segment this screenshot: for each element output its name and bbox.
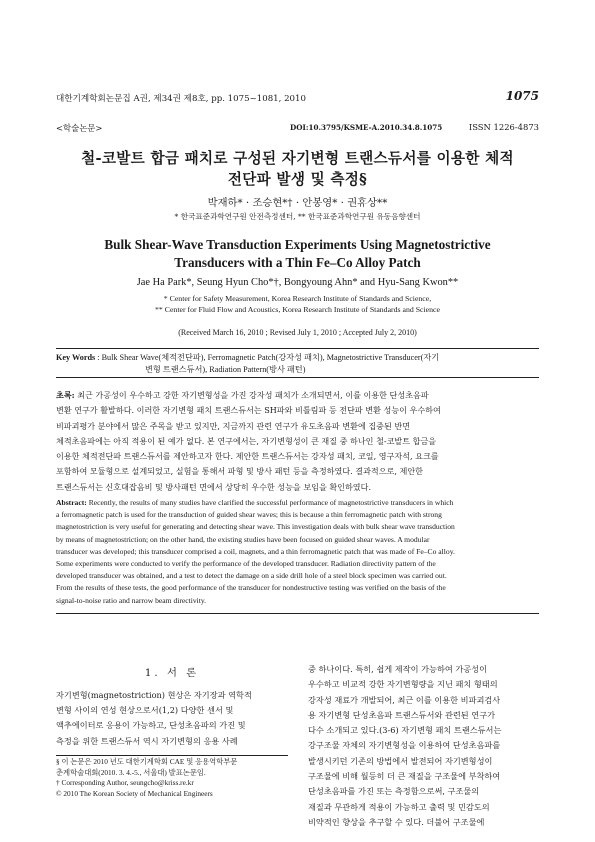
body-line: 발생시키던 기존의 방법에서 발전되어 자기변형성이 [308, 755, 493, 766]
english-affiliation-line-2: ** Center for Fluid Flow and Acoustics, Korea Research Institute of Standards and Science [155, 304, 440, 314]
journal-citation [56, 89, 539, 104]
keywords [56, 352, 539, 375]
korean-abstract-line: 비파괴평가 분야에서 많은 주목을 받고 있지만, 지금까지 관련 연구가 유도초음파 변환에 집중된 반면 [56, 420, 411, 431]
body-line: 강구조물 자체의 자기변형성을 이용하여 단성초음파를 [308, 740, 501, 751]
english-abstract-line: signal-to-noise ratio and narrow beam directivity. [56, 595, 207, 605]
english-abstract [56, 497, 539, 607]
footnotes [56, 757, 288, 799]
korean-authors: 박재하* · 조승현*† · 안봉영* · 권휴상** [207, 197, 388, 209]
korean-abstract-line: 체적초음파에는 아직 적용이 된 예가 없다. 본 연구에서는, 자기변형성이 큰 재질 중 하나인 철-코발트 합금을 [56, 435, 437, 446]
received-dates: (Received March 16, 2010 ; Revised July 1, 2010 ; Accepted July 2, 2010) [178, 328, 417, 337]
article-meta [56, 122, 539, 134]
body-line: 단성초음파를 가진 또는 측정함으로써, 구조물의 [308, 786, 480, 797]
korean-affiliation: * 한국표준과학연구원 안전측정센터, ** 한국표준과학연구원 유동음향센터 [174, 212, 421, 221]
footnote-line: § 이 논문은 2010 년도 대한기계학회 CAE 및 응용역학부문 [56, 757, 238, 766]
intro-left-column [56, 688, 288, 749]
english-abstract-line: From the results of these tests, the good performance of the transducer for nondestructive testing was verified on the basis of the [56, 583, 446, 593]
body-line: 재질과 무관하게 적용이 가능하고 출력 및 민감도의 [308, 801, 490, 812]
korean-abstract-line: 포함하여 모듈형으로 설계되었고, 실험을 통해서 파형 및 방사 패턴 등을 측정하였다. 결과적으로, 제안한 [56, 466, 423, 477]
footnote-divider [56, 755, 288, 756]
top-divider [56, 348, 539, 349]
body-line: 중 하나이다. 특히, 쉽게 제작이 가능하여 가공성이 [308, 664, 488, 674]
footnote-line: † Corresponding Author, seungcho@kriss.re.kr [56, 778, 194, 787]
issn: ISSN 1226-4873 [468, 122, 539, 132]
body-line: 측정을 위한 트랜스듀서 역시 자기변형의 응용 사례 [56, 735, 238, 746]
abstract-divider [56, 613, 539, 614]
korean-title [40, 148, 555, 190]
english-abstract-line: by means of magnetostriction; on the other hand, the existing studies have been focused on guided shear waves. A modular [56, 534, 430, 544]
korean-abstract-line: 트랜스듀서는 신호대잡음비 및 방사패턴 면에서 상당히 우수한 성능을 보임을 확인하였다. [56, 481, 372, 492]
footnote-line: © 2010 The Korean Society of Mechanical Engineers [56, 788, 213, 798]
body-line: 액추에이터로 응용이 가능하고, 단성초음파의 가진 및 [56, 720, 246, 731]
english-title-line-2: Transducers with a Thin Fe–Co Alloy Patch [174, 255, 421, 270]
page-number: 1075 [505, 89, 539, 103]
english-title-line-1: Bulk Shear-Wave Transduction Experiments Using Magnetostrictive [104, 237, 491, 252]
body-line: 비약적인 향상을 추구할 수 있다. 더불어 구조물에 [308, 816, 485, 827]
korean-abstract-line: 이용한 체적전단파 트랜스듀서를 제안하고자 한다. 제안한 트랜스듀서는 강자성 패치, 코일, 영구자석, 요크를 [56, 451, 439, 462]
english-abstract-line: Recently, the results of many studies have clarified the successful performance of magnetostrictive transducers in which [86, 498, 454, 507]
body-line: 강자성 재료가 개발되어, 최근 이를 이용한 비파괴검사 [308, 694, 501, 705]
body-line: 우수하고 비교적 강한 자기변형량을 지닌 패치 형태의 [308, 679, 498, 690]
section-heading-introduction: 1. 서 론 [144, 667, 200, 679]
journal-info: 대한기계학회논문집 A권, 제34권 제8호, pp. 1075~1081, 2010 [56, 94, 306, 104]
korean-abstract-line: 최근 가공성이 우수하고 강한 자기변형성을 가진 강자성 패치가 소개되면서, 이를 이용한 단성초음파 [74, 390, 429, 400]
body-line: 변형 사이의 연성 현상으로서(1,2) 다양한 센서 및 [56, 705, 234, 716]
keywords-line-2: 변형 트랜스듀서), Radiation Pattern(방사 패턴) [145, 364, 306, 374]
intro-right-column [308, 662, 539, 830]
keywords-divider [56, 377, 539, 378]
body-line: 자기변형(magnetostriction) 현상은 자기장과 역학적 [56, 690, 252, 700]
english-title [40, 236, 555, 272]
body-line: 다수 소개되고 있다.(3-6) 자기변형 패치 트랜스듀서는 [308, 725, 502, 736]
english-abstract-line: Some experiments were conducted to verify the performance of the developed transducer. Radiation directivity pattern of the [56, 559, 436, 569]
keywords-label: Key Words [56, 353, 96, 362]
doi: DOI:10.3795/KSME-A.2010.34.8.1075 [290, 123, 443, 132]
korean-abstract [56, 388, 539, 495]
body-line: 용 자기변형 단성초음파 트랜스듀서와 관련된 연구가 [308, 709, 496, 720]
korean-title-line-2: 전단파 발생 및 측정§ [227, 171, 368, 188]
korean-title-line-1: 철-코발트 합금 패치로 구성된 자기변형 트랜스듀서를 이용한 체적 [81, 150, 514, 167]
english-abstract-line: magnetostriction is very useful for generating and detecting shear wave. This investigation deals with bulk shear wave transduction [56, 522, 455, 532]
english-abstract-line: transducer was developed; this transducer comprised a coil, magnets, and a thin ferromagnetic patch that was made of Fe–Co alloy. [56, 546, 455, 556]
english-abstract-label: Abstract: [56, 498, 87, 507]
footnote-line: 춘계학술대회(2010. 3. 4.-5., 서울대) 발표논문임. [56, 767, 206, 777]
body-line: 구조물에 비해 월등히 더 큰 재질을 구조물에 부착하여 [308, 771, 501, 782]
english-authors: Jae Ha Park*, Seung Hyun Cho*†, Bongyoung Ahn* and Hyu-Sang Kwon** [136, 277, 459, 288]
korean-abstract-line: 변환 연구가 활발하다. 이러한 자기변형 패치 트랜스듀서는 SH파와 비틀림파 등 전단파 변환 성능이 우수하여 [56, 405, 441, 416]
english-abstract-line: a ferromagnetic patch is used for the transduction of guided shear waves; this is because a thin ferromagnetic patch with strong [56, 510, 442, 520]
korean-abstract-label: 초록: [56, 390, 75, 400]
paper-type: <학술논문> [56, 123, 103, 133]
english-affiliation [40, 294, 555, 316]
keywords-line-1: : Bulk Shear Wave(체적전단파), Ferromagnetic Patch(강자성 패치), Magnetostrictive Transducer(자기 [97, 353, 440, 362]
english-abstract-line: developed transducer was obtained, and a test to detect the damage on a side drill hole of a steel block specimen was carried out. [56, 571, 447, 581]
english-affiliation-line-1: * Center for Safety Measurement, Korea Research Institute of Standards and Science, [163, 294, 432, 303]
